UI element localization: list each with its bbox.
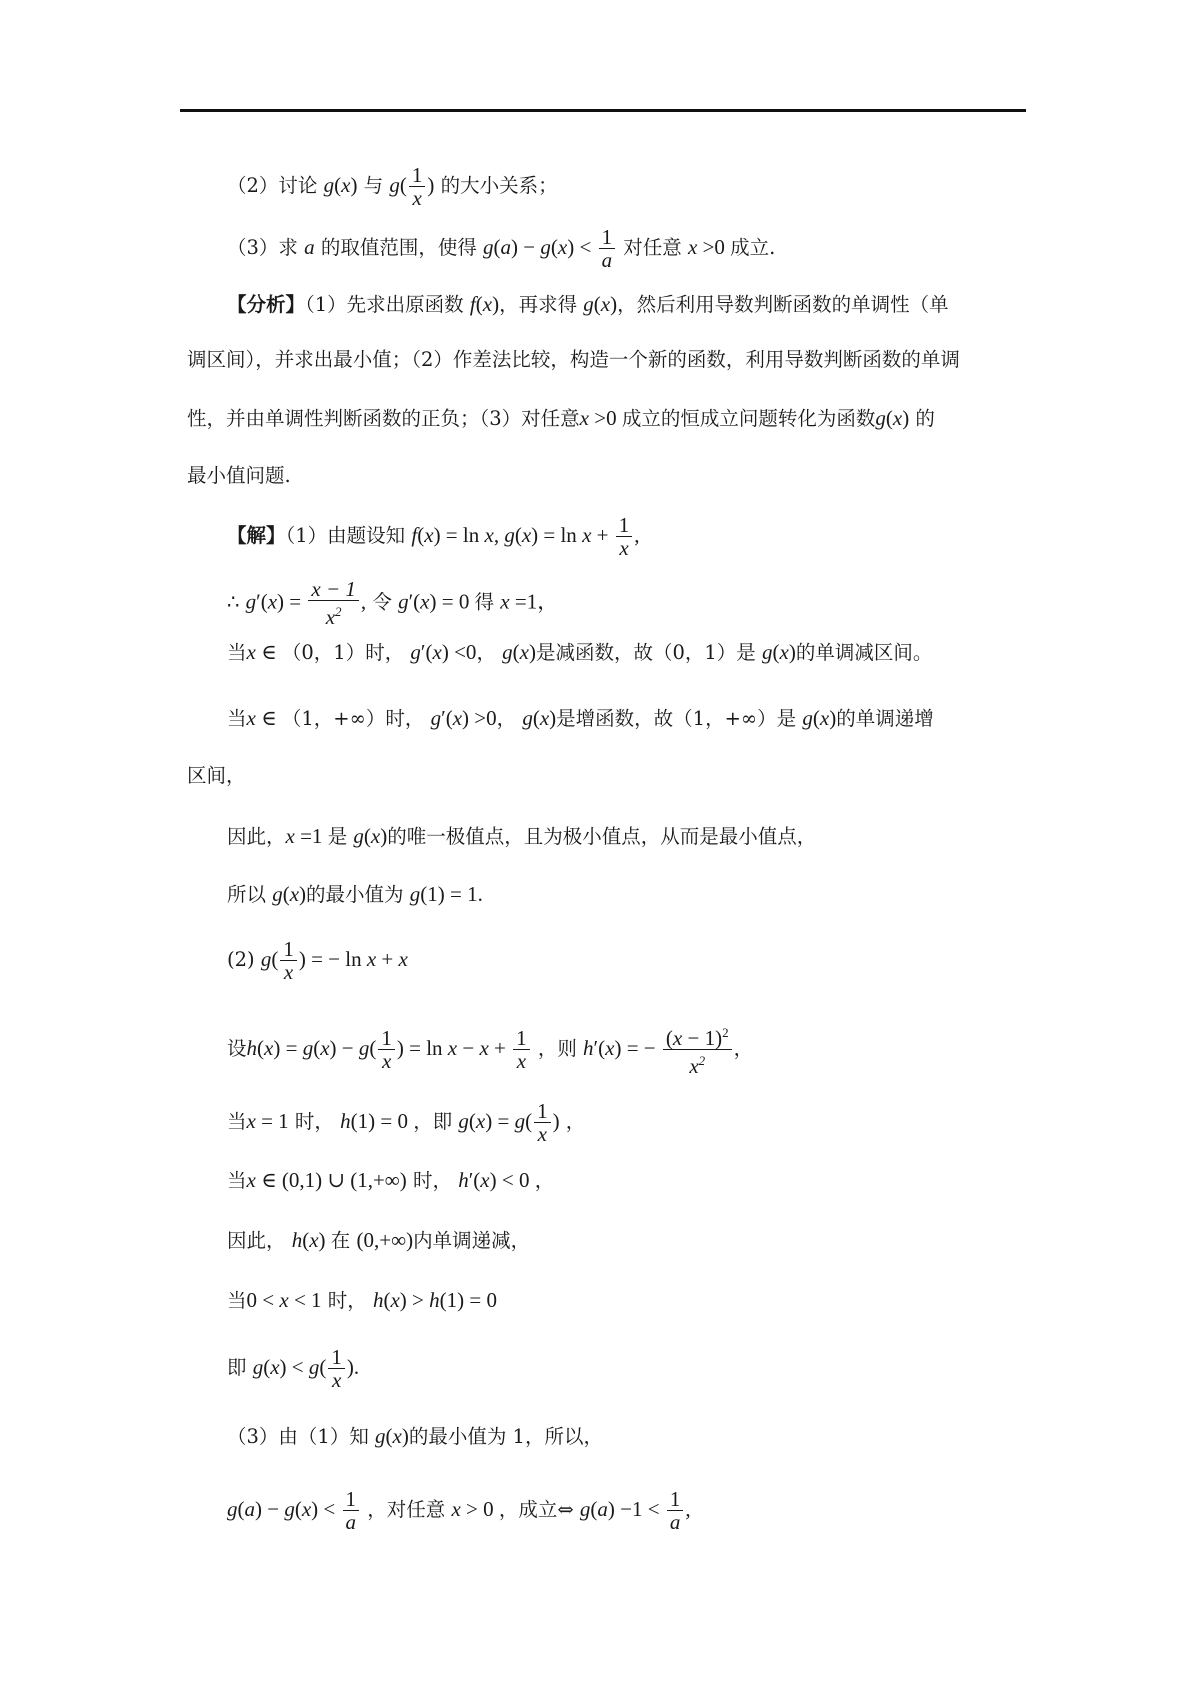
solution-line-14: 即 g(x) < g( $\frac{1}{x}$ ). xyxy=(227,1345,360,1392)
header-rule xyxy=(180,109,1026,112)
solution-line-15: （3）由（1）知 g(x)的最小值为 1，所以， xyxy=(227,1424,603,1448)
solution-line-16: g(a) − g(x) < $\frac{1}{a}$ ，对任意 x > 0 ，成立⇔ g(a) −1 < $\frac{1}{a}$ , xyxy=(227,1487,691,1534)
solution-line-10: 当x = 1 时， h(1) = 0 ，即 g(x) = g( $\frac{1}{x}$ ) ， xyxy=(227,1099,586,1146)
solution-line-9: 设h(x) = g(x) − g( $\frac{1}{x}$ ) = ln x − x + $\frac{1}{x}$ ，则 h′(x) = − $\frac{(x - 1)^2}{x^2}$ ， xyxy=(227,1022,753,1077)
solution-line-11: 当x ∈ (0,1) ∪ (1,+∞) 时， h′(x) < 0 ， xyxy=(227,1168,555,1192)
solution-line-6: 因此，x =1 是 g(x)的唯一极值点，且为极小值点，从而是最小值点， xyxy=(227,824,817,848)
problem-part-2: （2）讨论 g(x) 与 g( $\frac{1}{x}$ ) 的大小关系； xyxy=(227,163,558,210)
solution-line-12: 因此， h(x) 在 (0,+∞)内单调递减， xyxy=(227,1228,531,1252)
solution-line-7: 所以 g(x)的最小值为 g(1) = 1. xyxy=(227,882,483,906)
solution-line-13: 当0 < x < 1 时， h(x) > h(1) = 0 xyxy=(227,1288,497,1312)
analysis-line-4: 最小值问题. xyxy=(187,464,291,487)
solution-line-4: 当x ∈ （1，+∞）时， g′(x) >0， g(x)是增函数，故（1，+∞）是 g(x)的单调递增 xyxy=(227,706,934,730)
solution-line-5: 区间， xyxy=(187,764,246,787)
solution-line-3: 当x ∈ （0，1）时， g′(x) <0， g(x)是减函数，故（0，1）是 g(x)的单调减区间。 xyxy=(227,640,933,664)
analysis-line-1: 【分析】（1）先求出原函数 f(x)，再求得 g(x)，然后利用导数判断函数的单调性（单 xyxy=(227,292,949,316)
analysis-line-3: 性，并由单调性判断函数的正负；（3）对任意x >0 成立的恒成立问题转化为函数g(x) 的 xyxy=(187,406,935,430)
solution-line-1: 【解】（1）由题设知 f(x) = ln x, g(x) = ln x + $\frac{1}{x}$ , xyxy=(227,513,640,560)
solution-line-2: ∴ g′(x) = $\frac{x - 1}{x^2}$ , 令 g′(x) = 0 得 x =1， xyxy=(227,577,559,629)
solution-line-8: (2) g( $\frac{1}{x}$ ) = − ln x + x xyxy=(227,937,408,984)
problem-part-3: （3）求 a 的取值范围，使得 g(a) − g(x) < $\frac{1}{a}$ 对任意 x >0 成立. xyxy=(227,225,776,272)
analysis-line-2: 调区间），并求出最小值；（2）作差法比较，构造一个新的函数，利用导数判断函数的单调 xyxy=(187,348,960,371)
